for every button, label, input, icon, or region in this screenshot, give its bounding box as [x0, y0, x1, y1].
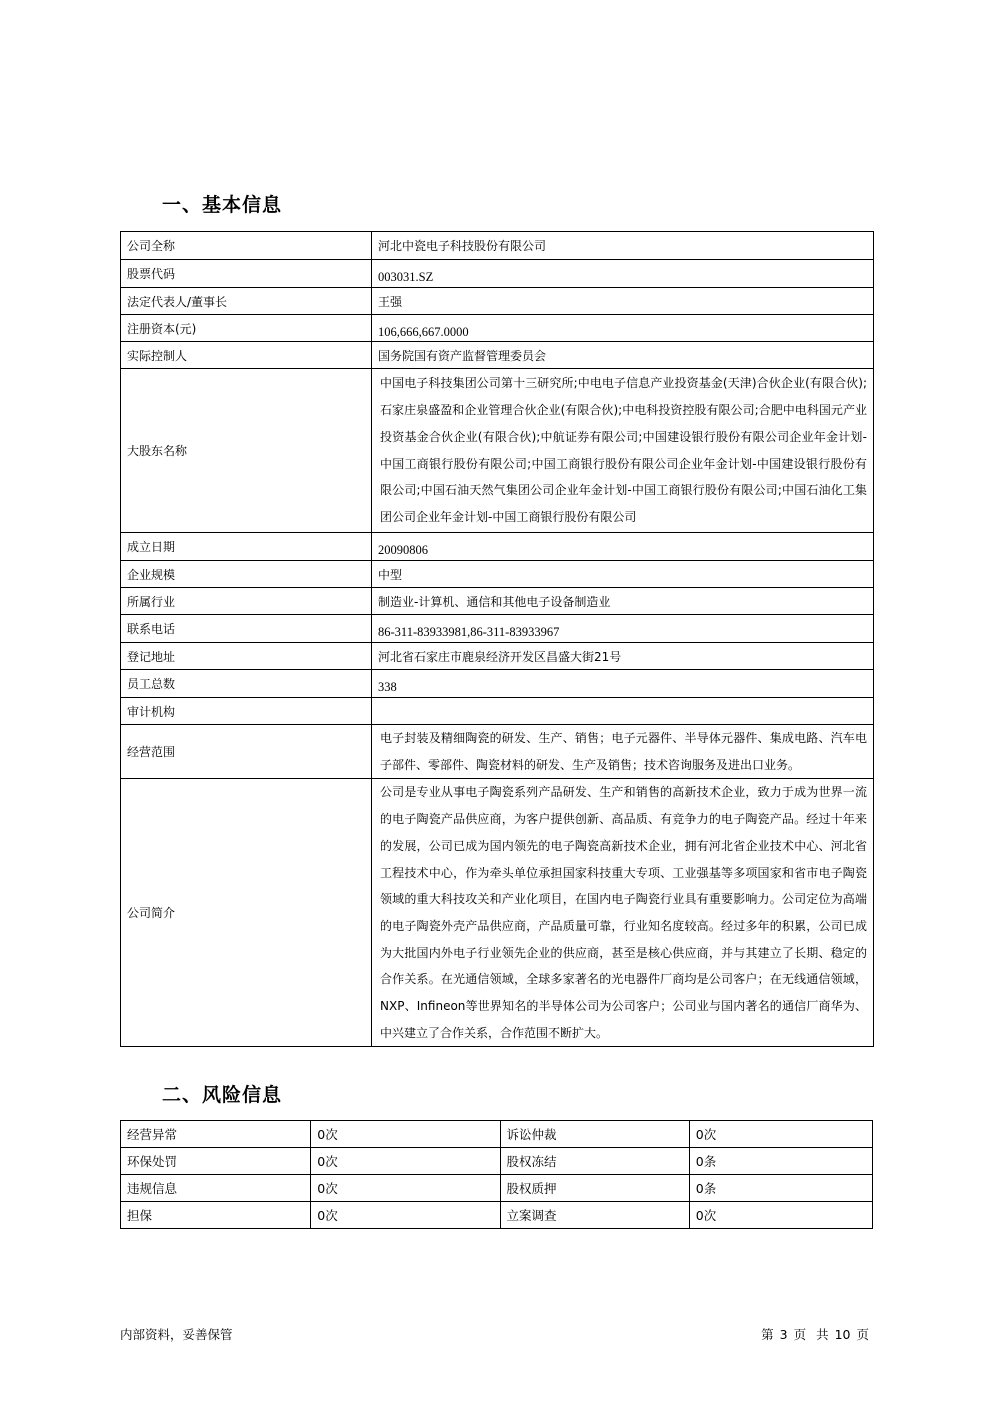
field-label: 经营范围	[121, 725, 372, 779]
total-unit: 页	[856, 1327, 869, 1342]
field-value: 王强	[372, 288, 874, 315]
field-value: 河北中瓷电子科技股份有限公司	[372, 232, 874, 260]
table-row	[121, 1121, 873, 1148]
field-value: 338	[378, 680, 397, 694]
table-row	[121, 1148, 873, 1175]
risk-info-table	[120, 1120, 873, 1229]
field-label: 大股东名称	[121, 369, 372, 533]
risk-value: 0次	[311, 1175, 500, 1202]
table-row	[121, 315, 874, 342]
table-row	[121, 232, 874, 260]
table-row	[121, 698, 874, 725]
field-label: 公司简介	[121, 779, 372, 1047]
table-row	[121, 670, 874, 698]
field-value: 制造业-计算机、通信和其他电子设备制造业	[372, 588, 874, 615]
risk-value: 0次	[311, 1148, 500, 1175]
risk-value: 0次	[311, 1202, 500, 1229]
table-row	[121, 561, 874, 588]
field-label: 所属行业	[121, 588, 372, 615]
field-label: 员工总数	[121, 670, 372, 698]
table-row	[121, 725, 874, 779]
page-number: 3	[779, 1327, 788, 1342]
risk-value: 0次	[689, 1121, 872, 1148]
page-unit: 页	[793, 1327, 807, 1342]
table-row	[121, 779, 874, 1047]
field-label: 审计机构	[121, 698, 372, 725]
risk-label: 担保	[121, 1202, 311, 1229]
field-label: 登记地址	[121, 643, 372, 670]
field-label: 法定代表人/董事长	[121, 288, 372, 315]
page-indicator	[758, 1325, 872, 1343]
field-value: 电子封装及精细陶瓷的研发、生产、销售；电子元器件、半导体元器件、集成电路、汽车电子部件、零部件、陶瓷材料的研发、生产及销售；技术咨询服务及进出口业务。	[380, 731, 867, 772]
field-label: 实际控制人	[121, 342, 372, 369]
section-title-risk: 二、风险信息	[162, 1084, 283, 1106]
risk-value: 0条	[689, 1148, 872, 1175]
table-row	[121, 288, 874, 315]
field-value: 国务院国有资产监督管理委员会	[372, 342, 874, 369]
field-value: 106,666,667.0000	[378, 324, 469, 339]
field-value: 河北省石家庄市鹿泉经济开发区昌盛大街21号	[372, 643, 874, 670]
table-row	[121, 1202, 873, 1229]
footer-note: 内部资料，妥善保管	[120, 1327, 233, 1342]
basic-info-table	[120, 231, 874, 1047]
field-value: 中型	[372, 561, 874, 588]
field-label: 联系电话	[121, 615, 372, 643]
table-row	[121, 369, 874, 533]
section-title-basic: 一、基本信息	[162, 194, 283, 216]
table-row	[121, 342, 874, 369]
total-pages: 10	[834, 1327, 851, 1342]
table-row	[121, 643, 874, 670]
field-label: 公司全称	[121, 232, 372, 260]
risk-value: 0次	[689, 1202, 872, 1229]
total-prefix: 共	[816, 1327, 829, 1342]
field-value: 中国电子科技集团公司第十三研究所;中电电子信息产业投资基金(天津)合伙企业(有限合伙);石家庄泉盛盈和企业管理合伙企业(有限合伙);中电科投资控股有限公司;合肥中电科国元产业投资基金合伙企业(有限合伙);中航证券有限公司;中国建设银行股份有限公司企业年金计划-中国工商银行股份有限公司;中国工商银行股份有限公司企业年金计划-中国建设银行股份有限公司;中国石油天然气集团公司企业年金计划-中国工商银行股份有限公司;中国石油化工集团公司企业年金计划-中国工商银行股份有限公司	[380, 376, 867, 524]
risk-label: 股权冻结	[500, 1148, 689, 1175]
field-label: 股票代码	[121, 260, 372, 288]
risk-label: 违规信息	[121, 1175, 311, 1202]
risk-value: 0条	[689, 1175, 872, 1202]
field-value: 20090806	[378, 543, 428, 557]
page-prefix: 第	[761, 1327, 774, 1342]
field-value	[372, 698, 874, 725]
table-row	[121, 615, 874, 643]
field-label: 注册资本(元)	[121, 315, 372, 342]
field-value: 公司是专业从事电子陶瓷系列产品研发、生产和销售的高新技术企业，致力于成为世界一流的电子陶瓷产品供应商，为客户提供创新、高品质、有竞争力的电子陶瓷产品。经过十年来的发展，公司已成为国内领先的电子陶瓷高新技术企业，拥有河北省企业技术中心、河北省工程技术中心，作为牵头单位承担国家科技重大专项、工业强基等多项国家和省市电子陶瓷领域的重大科技攻关和产业化项目，在国内电子陶瓷行业具有重要影响力。公司定位为高端的电子陶瓷外壳产品供应商，产品质量可靠，行业知名度较高。经过多年的积累，公司已成为大批国内外电子行业领先企业的供应商，甚至是核心供应商，并与其建立了长期、稳定的合作关系。在光通信领域，全球多家著名的光电器件厂商均是公司客户；在无线通信领域，NXP、Infineon等世界知名的半导体公司为公司客户；公司业与国内著名的通信厂商华为、中兴建立了合作关系，合作范围不断扩大。	[380, 785, 867, 1040]
field-value: 003031.SZ	[378, 270, 434, 284]
table-row	[121, 260, 874, 288]
risk-label: 诉讼仲裁	[500, 1121, 689, 1148]
table-row	[121, 1175, 873, 1202]
risk-value: 0次	[311, 1121, 500, 1148]
risk-label: 立案调查	[500, 1202, 689, 1229]
table-row	[121, 588, 874, 615]
risk-label: 股权质押	[500, 1175, 689, 1202]
risk-label: 环保处罚	[121, 1148, 311, 1175]
field-label: 成立日期	[121, 533, 372, 561]
table-row	[121, 533, 874, 561]
field-label: 企业规模	[121, 561, 372, 588]
field-value: 86-311-83933981,86-311-83933967	[378, 625, 560, 639]
risk-label: 经营异常	[121, 1121, 311, 1148]
